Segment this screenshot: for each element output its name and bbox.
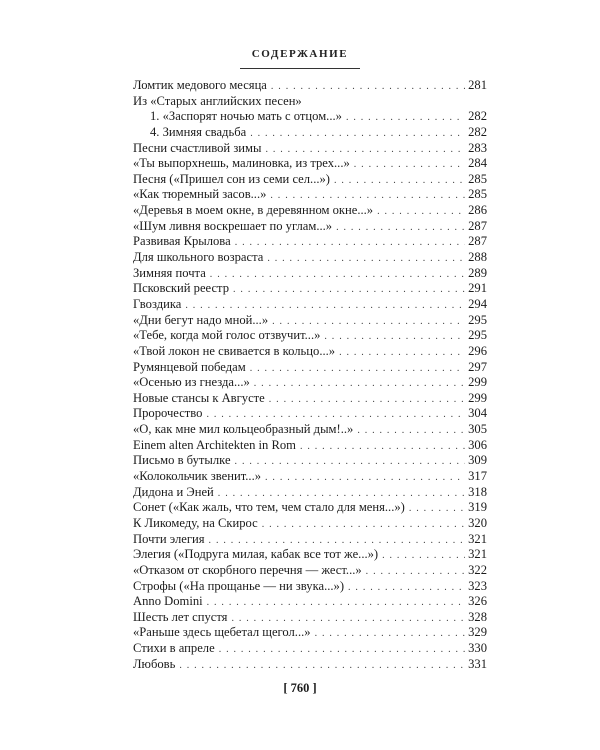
toc-entry (133, 187, 487, 203)
toc-dot-leader (366, 564, 465, 580)
toc-entry-title: «Тебе, когда мой голос отзвучит...» (133, 328, 321, 343)
toc-entry-title: Для школьного возраста (133, 250, 264, 265)
toc-entry (133, 219, 487, 235)
toc-entry (133, 203, 487, 219)
toc-entry-page: 326 (468, 594, 487, 609)
toc-entry-title: «Ты выпорхнешь, малиновка, из трех...» (133, 156, 350, 171)
toc-entry (133, 94, 487, 110)
toc-entry-page: 323 (468, 578, 487, 593)
toc-entry-title: «Отказом от скорбного перечня — жест...» (133, 562, 362, 577)
toc-dot-leader (346, 110, 465, 126)
toc-entry-page: 297 (468, 359, 487, 374)
toc-entry-title: Развивая Крылова (133, 234, 231, 249)
toc-entry (133, 453, 487, 469)
toc-entry-title: Письмо в бутылке (133, 453, 231, 468)
toc-entry-page: 289 (468, 265, 487, 280)
toc-entry-title: Сонет («Как жаль, что тем, чем стало для меня...») (133, 500, 405, 515)
toc-entry-page: 305 (468, 422, 487, 437)
toc-entry-title: «Раньше здесь щебетал щегол...» (133, 625, 311, 640)
toc-entry-title: Песня («Пришел сон из семи сел...») (133, 171, 330, 186)
toc-dot-leader (339, 345, 465, 361)
toc-entry-page: 329 (468, 625, 487, 640)
toc-dot-leader (207, 595, 465, 611)
toc-entry-page: 306 (468, 437, 487, 452)
toc-dot-leader (267, 251, 465, 267)
toc-dot-leader (382, 548, 465, 564)
toc-entry-page: 328 (468, 609, 487, 624)
toc-dot-leader (235, 454, 466, 470)
toc-dot-leader (231, 611, 465, 627)
toc-dot-leader (250, 126, 465, 142)
toc-dot-leader (357, 423, 465, 439)
toc-entry-title: 1. «Заспорят ночью мать с отцом...» (150, 109, 342, 124)
toc-entry (133, 391, 487, 407)
toc-entry (133, 344, 487, 360)
toc-dot-leader (209, 533, 466, 549)
toc-entry-page: 320 (468, 515, 487, 530)
toc-entry (133, 250, 487, 266)
toc-entry (133, 610, 487, 626)
toc-dot-leader (271, 79, 465, 95)
toc-entry-page: 295 (468, 328, 487, 343)
toc-entry-title: Новые стансы к Августе (133, 390, 265, 405)
toc-entry (133, 406, 487, 422)
toc-dot-leader (265, 142, 465, 158)
toc-dot-leader (336, 220, 465, 236)
table-of-contents (133, 78, 487, 672)
toc-entry-title: Элегия («Подруга милая, кабак все тот же...») (133, 547, 379, 562)
toc-entry-page: 284 (468, 156, 487, 171)
toc-entry-page: 283 (468, 140, 487, 155)
toc-entry-title: К Ликомеду, на Скирос (133, 515, 258, 530)
toc-entry (133, 563, 487, 579)
toc-dot-leader (377, 204, 465, 220)
toc-entry-page: 288 (468, 250, 487, 265)
toc-entry (133, 547, 487, 563)
toc-dot-leader (185, 298, 465, 314)
toc-entry (133, 297, 487, 313)
toc-dot-leader (324, 329, 465, 345)
toc-entry-title: «О, как мне мил кольцеобразный дым!..» (133, 422, 354, 437)
toc-dot-leader (254, 376, 465, 392)
toc-entry-page: 295 (468, 312, 487, 327)
toc-entry-title: Строфы («На прощанье — ни звука...») (133, 578, 345, 593)
toc-entry-page: 287 (468, 218, 487, 233)
toc-entry (133, 375, 487, 391)
toc-entry (133, 313, 487, 329)
toc-dot-leader (210, 267, 465, 283)
toc-dot-leader (269, 392, 465, 408)
toc-entry (133, 579, 487, 595)
page-number: [ 760 ] (283, 681, 317, 695)
toc-entry (133, 125, 487, 141)
toc-entry-page: 286 (468, 203, 487, 218)
toc-dot-leader (250, 361, 465, 377)
toc-entry-title: Einem alten Architekten in Rom (133, 437, 296, 452)
toc-entry-title: Зимняя почта (133, 265, 206, 280)
toc-entry (133, 438, 487, 454)
toc-entry-title: Румянцевой победам (133, 359, 246, 374)
toc-entry-title: «Дни бегут надо мной...» (133, 312, 269, 327)
toc-dot-leader (265, 470, 465, 486)
toc-entry (133, 328, 487, 344)
toc-entry-title: Почти элегия (133, 531, 205, 546)
toc-entry (133, 625, 487, 641)
toc-entry-page: 299 (468, 375, 487, 390)
toc-entry-page: 296 (468, 343, 487, 358)
toc-entry-page: 291 (468, 281, 487, 296)
toc-entry-page: 287 (468, 234, 487, 249)
toc-dot-leader (270, 188, 465, 204)
toc-entry (133, 234, 487, 250)
toc-entry (133, 172, 487, 188)
toc-entry-page: 285 (468, 171, 487, 186)
toc-dot-leader (262, 517, 465, 533)
toc-entry-title: «Деревья в моем окне, в деревянном окне...» (133, 203, 374, 218)
toc-entry-page: 282 (468, 109, 487, 124)
toc-entry-page: 318 (468, 484, 487, 499)
toc-entry-title: «Как тюремный засов...» (133, 187, 267, 202)
toc-entry-title: «Твой локон не свивается в кольцо...» (133, 343, 336, 358)
toc-dot-leader (235, 235, 465, 251)
toc-entry (133, 485, 487, 501)
toc-entry (133, 641, 487, 657)
toc-entry-page: 282 (468, 124, 487, 139)
toc-entry-title: Пророчество (133, 406, 203, 421)
toc-dot-leader (409, 501, 465, 517)
toc-entry-page: 317 (468, 469, 487, 484)
toc-entry-title: Из «Старых английских песен» (133, 93, 302, 108)
toc-dot-leader (233, 282, 465, 298)
toc-entry-page: 319 (468, 500, 487, 515)
toc-entry (133, 657, 487, 673)
toc-entry-page: 304 (468, 406, 487, 421)
toc-entry-title: 4. Зимняя свадьба (150, 124, 247, 139)
toc-entry (133, 266, 487, 282)
toc-entry-page: 309 (468, 453, 487, 468)
toc-entry (133, 594, 487, 610)
toc-entry (133, 516, 487, 532)
toc-entry-page: 281 (468, 78, 487, 92)
toc-entry-title: Песни счастливой зимы (133, 140, 262, 155)
toc-entry-page: 322 (468, 562, 487, 577)
toc-entry-page: 331 (468, 656, 487, 671)
toc-entry-title: Дидона и Эней (133, 484, 214, 499)
toc-entry-title: Псковский реестр (133, 281, 230, 296)
toc-entry-title: «Осенью из гнезда...» (133, 375, 250, 390)
toc-entry (133, 360, 487, 376)
toc-entry-title: Любовь (133, 656, 176, 671)
toc-entry-title: Гвоздика (133, 296, 182, 311)
toc-entry-title: Шесть лет спустя (133, 609, 228, 624)
toc-entry-page: 321 (468, 531, 487, 546)
toc-dot-leader (218, 486, 465, 502)
page-header-title: СОДЕРЖАНИЕ (251, 48, 349, 60)
header-divider (240, 68, 360, 69)
toc-entry-title: Ломтик медового месяца (133, 78, 267, 92)
toc-entry (133, 109, 487, 125)
toc-entry-page: 321 (468, 547, 487, 562)
toc-dot-leader (300, 439, 465, 455)
toc-entry-title: «Колокольчик звенит...» (133, 469, 262, 484)
toc-entry-title: «Шум ливня воскрешает по углам...» (133, 218, 333, 233)
toc-dot-leader (348, 580, 465, 596)
toc-dot-leader (179, 658, 465, 674)
toc-entry-page: 299 (468, 390, 487, 405)
toc-entry-page: 330 (468, 641, 487, 656)
toc-entry (133, 422, 487, 438)
toc-entry (133, 532, 487, 548)
toc-entry-title: Стихи в апреле (133, 641, 215, 656)
toc-entry (133, 141, 487, 157)
toc-dot-leader (354, 157, 465, 173)
toc-entry-page: 285 (468, 187, 487, 202)
toc-dot-leader (315, 626, 466, 642)
toc-entry (133, 500, 487, 516)
toc-dot-leader (206, 407, 465, 423)
toc-entry (133, 156, 487, 172)
toc-entry (133, 469, 487, 485)
toc-dot-leader (334, 173, 465, 189)
toc-dot-leader (272, 314, 465, 330)
toc-entry-page: 294 (468, 296, 487, 311)
toc-entry (133, 281, 487, 297)
toc-dot-leader (219, 642, 465, 658)
toc-entry-title: Anno Domini (133, 594, 203, 609)
toc-entry (133, 78, 487, 94)
